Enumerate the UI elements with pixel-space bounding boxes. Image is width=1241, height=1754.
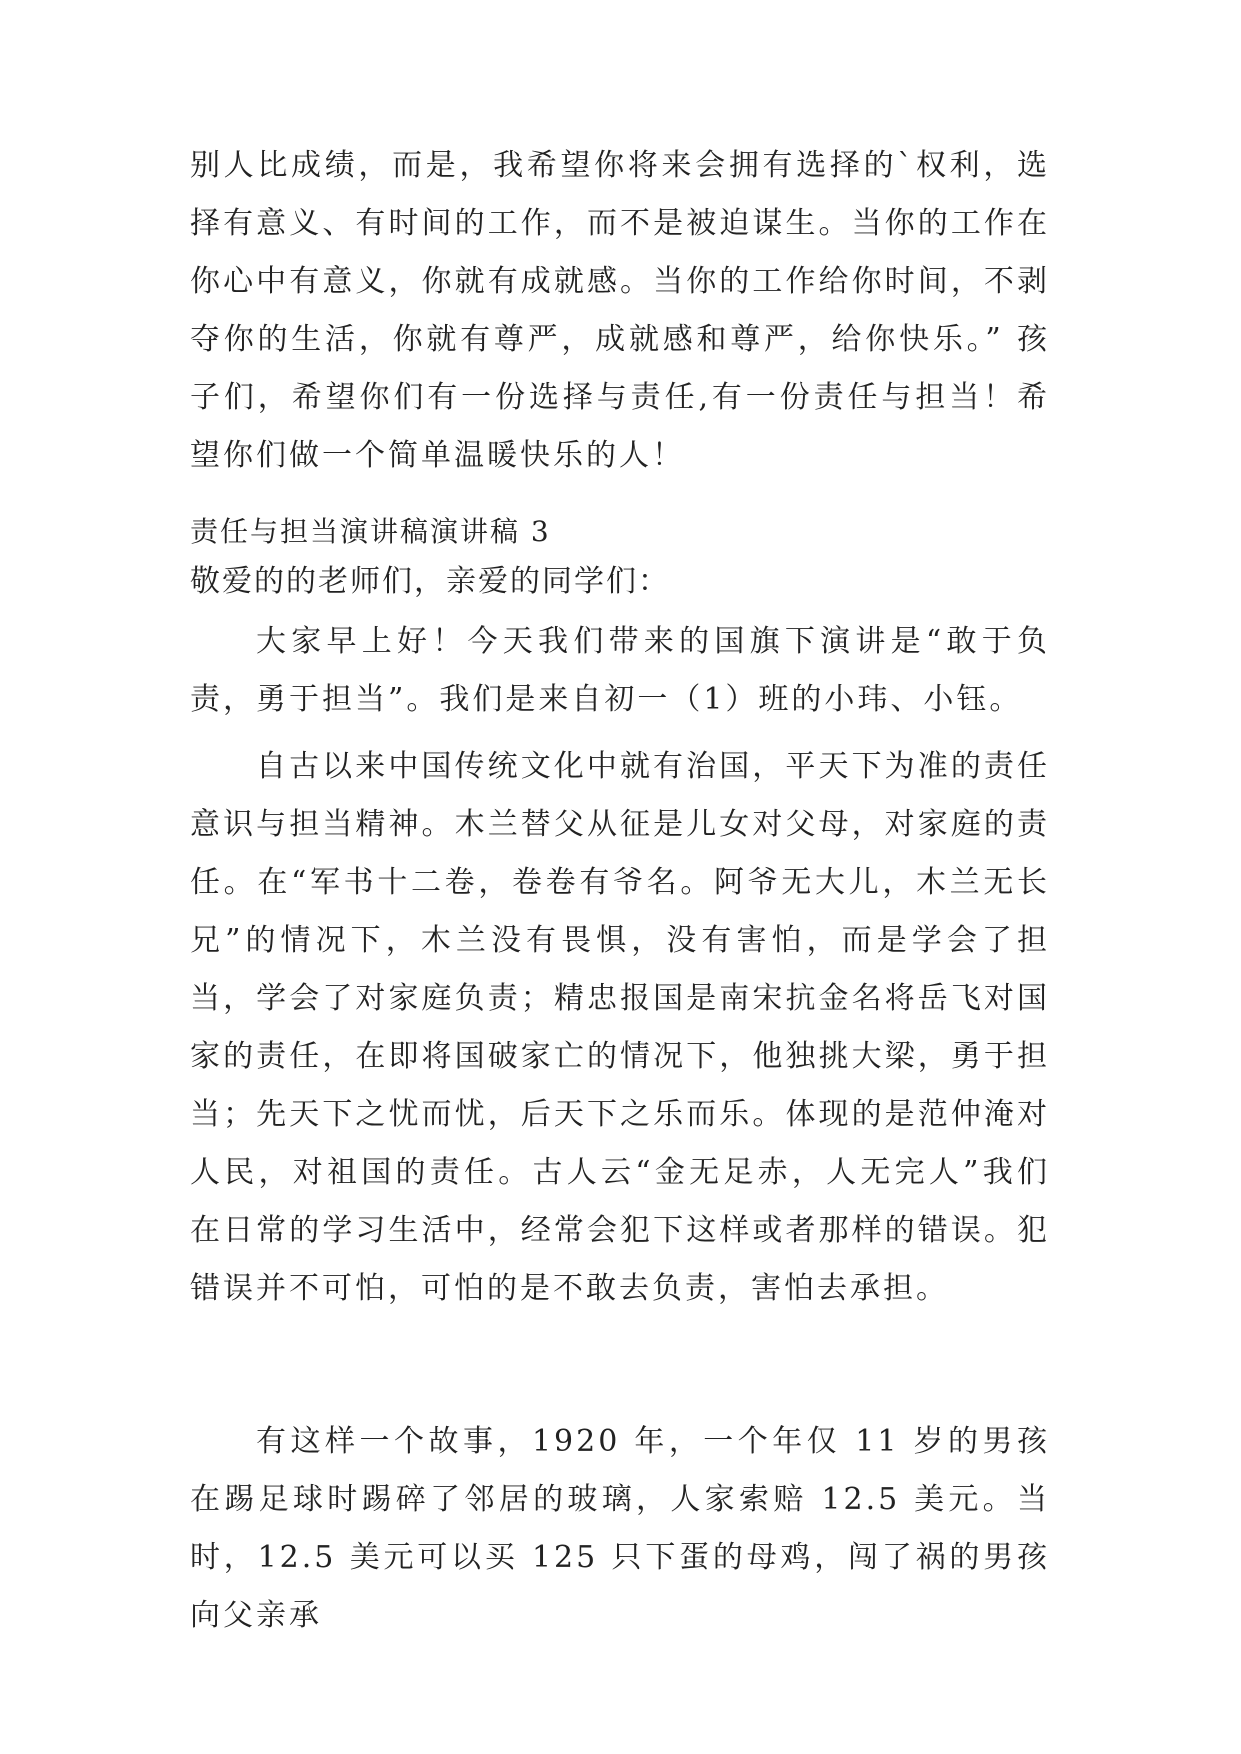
paragraph-greeting: 大家早上好！今天我们带来的国旗下演讲是“敢于负责，勇于担当”。我们是来自初一（1）班的小玮、小钰。 xyxy=(190,624,1050,717)
continuation-paragraph: 别人比成绩，而是，我希望你将来会拥有选择的`权利，选择有意义、有时间的工作，而不是被迫谋生。当你的工作在你心中有意义，你就有成就感。当你的工作给你时间，不剥夺你的生活，你就有尊严，成就感和尊严，给你快乐。” 孩子们，希望你们有一份选择与责任,有一份责任与担当！希望你们做一个简单温暖快乐的人！ xyxy=(190,148,1050,473)
document-page xyxy=(190,0,1050,1754)
section-title: 责任与担当演讲稿演讲稿 3 xyxy=(190,515,551,548)
paragraph-tradition: 自古以来中国传统文化中就有治国，平天下为准的责任意识与担当精神。木兰替父从征是儿女对父母，对家庭的责任。在“军书十二卷，卷卷有爷名。阿爷无大儿，木兰无长兄”的情况下，木兰没有畏惧，没有害怕，而是学会了担当，学会了对家庭负责；精忠报国是南宋抗金名将岳飞对国家的责任，在即将国破家亡的情况下，他独挑大梁，勇于担当；先天下之忧而忧，后天下之乐而乐。体现的是范仲淹对人民，对祖国的责任。古人云“金无足赤，人无完人”我们在日常的学习生活中，经常会犯下这样或者那样的错误。犯错误并不可怕，可怕的是不敢去负责，害怕去承担。 xyxy=(190,749,1050,1306)
salutation: 敬爱的的老师们，亲爱的同学们： xyxy=(190,564,670,599)
paragraph-story: 有这样一个故事，1920 年，一个年仅 11 岁的男孩在踢足球时踢碎了邻居的玻璃，人家索赔 12.5 美元。当时，12.5 美元可以买 125 只下蛋的母鸡，闯了祸的男孩向父亲承 xyxy=(190,1424,1050,1633)
